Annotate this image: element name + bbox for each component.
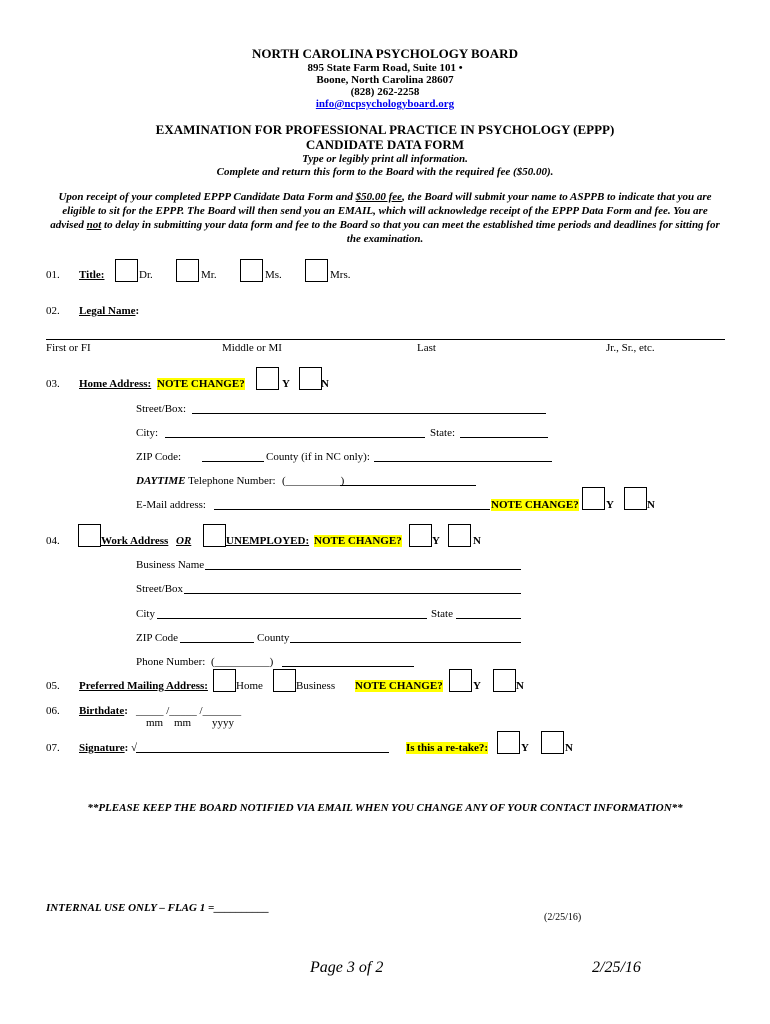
legal-name-field[interactable] <box>46 339 725 340</box>
form-title-line2: CANDIDATE DATA FORM <box>305 137 465 152</box>
mailing-business-label: Business <box>296 680 336 692</box>
board-phone: (828) 262-2258 <box>350 86 420 98</box>
q03-label: Home Address: <box>79 378 152 390</box>
intro-line4: the examination. <box>346 233 424 245</box>
home-zip-field[interactable] <box>202 461 264 462</box>
home-state-field[interactable] <box>460 437 548 438</box>
work-change-yes-label: Y <box>432 535 440 547</box>
retake-no-checkbox[interactable] <box>541 731 564 754</box>
title-mr-label: Mr. <box>201 269 217 281</box>
title-mrs-checkbox[interactable] <box>305 259 328 282</box>
home-phone-area-code: (__________) <box>282 475 345 487</box>
board-email-link[interactable]: info@ncpsychologyboard.org <box>315 98 455 110</box>
work-phone-label: Phone Number: <box>136 656 206 668</box>
retake-question: Is this a re-take?: <box>406 742 488 754</box>
home-zip-label: ZIP Code: <box>136 451 182 463</box>
work-city-field[interactable] <box>157 618 427 619</box>
board-name: NORTH CAROLINA PSYCHOLOGY BOARD <box>252 46 518 61</box>
work-county-label: County <box>257 632 290 644</box>
q05-number: 05. <box>46 680 60 692</box>
q06-number: 06. <box>46 705 60 717</box>
mailing-business-checkbox[interactable] <box>273 669 296 692</box>
home-city-label: City: <box>136 427 159 439</box>
work-phone-area-code: (__________) <box>211 656 274 668</box>
work-street-label: Street/Box <box>136 583 184 595</box>
mailing-change-yes-label: Y <box>473 680 481 692</box>
work-state-label: State <box>431 608 453 620</box>
home-email-label: E-Mail address: <box>136 499 206 511</box>
form-title-line1: EXAMINATION FOR PROFESSIONAL PRACTICE IN PSYCHOLOGY (EPPP) <box>155 122 615 137</box>
q01-number: 01. <box>46 269 60 281</box>
home-county-field[interactable] <box>374 461 552 462</box>
mailing-note-change: NOTE CHANGE? <box>355 680 443 692</box>
home-phone-field[interactable] <box>340 485 476 486</box>
q04-number: 04. <box>46 535 60 547</box>
work-change-yes-checkbox[interactable] <box>409 524 432 547</box>
home-phone-label: DAYTIME Telephone Number: <box>136 475 276 487</box>
title-dr-label: Dr. <box>139 269 153 281</box>
q06-label: Birthdate: <box>79 705 128 717</box>
home-email-field[interactable] <box>214 509 490 510</box>
home-change-yes-label: Y <box>282 378 290 390</box>
work-address-label: Work Address <box>101 535 169 547</box>
work-note-change: NOTE CHANGE? <box>314 535 402 547</box>
intro-line2: eligible to sit for the EPPP. The Board will then send you an EMAIL, which will acknowledge receipt of the EPPP Data Form and fee. You are <box>62 205 708 217</box>
instruction-line2: Complete and return this form to the Board with the required fee ($50.00). <box>216 166 554 178</box>
mailing-home-label: Home <box>236 680 263 692</box>
work-address-checkbox[interactable] <box>78 524 101 547</box>
q05-label: Preferred Mailing Address: <box>79 680 208 692</box>
work-zip-field[interactable] <box>180 642 254 643</box>
unemployed-label: UNEMPLOYED: <box>226 535 310 547</box>
intro-line3: advised not to delay in submitting your data form and fee to the Board so that you can meet the established time periods and deadlines for sitting for <box>50 219 720 231</box>
signature-field[interactable] <box>136 752 389 753</box>
home-street-field[interactable] <box>192 413 546 414</box>
q07-number: 07. <box>46 742 60 754</box>
email-change-no-checkbox[interactable] <box>624 487 647 510</box>
q01-label: Title: <box>79 269 105 281</box>
title-mr-checkbox[interactable] <box>176 259 199 282</box>
home-street-label: Street/Box: <box>136 403 187 415</box>
email-note-change: NOTE CHANGE? <box>491 499 579 511</box>
q02-label: Legal Name: <box>79 305 140 317</box>
mailing-change-no-checkbox[interactable] <box>493 669 516 692</box>
contact-change-notice: **PLEASE KEEP THE BOARD NOTIFIED VIA EMAIL WHEN YOU CHANGE ANY OF YOUR CONTACT INFORMATION** <box>87 802 683 814</box>
last-name-caption: Last <box>417 342 436 354</box>
retake-yes-label: Y <box>521 742 529 754</box>
birthdate-day-caption: mm <box>174 717 192 729</box>
intro-line1: Upon receipt of your completed EPPP Candidate Data Form and $50.00 fee, the Board will submit your name to ASPPB to indicate that you are <box>58 191 712 203</box>
mailing-home-checkbox[interactable] <box>213 669 236 692</box>
work-change-no-checkbox[interactable] <box>448 524 471 547</box>
work-state-field[interactable] <box>456 618 521 619</box>
home-city-field[interactable] <box>165 437 425 438</box>
home-change-no-label: N <box>321 378 329 390</box>
work-street-field[interactable] <box>184 593 521 594</box>
email-change-no-label: N <box>647 499 655 511</box>
work-change-no-label: N <box>473 535 481 547</box>
mailing-change-yes-checkbox[interactable] <box>449 669 472 692</box>
q03-number: 03. <box>46 378 60 390</box>
q07-label: Signature: √ <box>79 742 138 754</box>
title-dr-checkbox[interactable] <box>115 259 138 282</box>
birthdate-month-caption: mm <box>146 717 164 729</box>
birthdate-field[interactable]: _____ /_____ /_______ <box>136 705 242 717</box>
board-address-line1: 895 State Farm Road, Suite 101 • <box>307 62 463 74</box>
home-change-yes-checkbox[interactable] <box>256 367 279 390</box>
home-change-no-checkbox[interactable] <box>299 367 322 390</box>
work-city-label: City <box>136 608 155 620</box>
title-mrs-label: Mrs. <box>330 269 351 281</box>
birthdate-year-caption: yyyy <box>212 717 234 729</box>
page-number: Page 3 of 2 <box>310 959 384 976</box>
work-or-label: OR <box>176 535 192 547</box>
title-ms-checkbox[interactable] <box>240 259 263 282</box>
home-note-change: NOTE CHANGE? <box>157 378 245 390</box>
retake-no-label: N <box>565 742 573 754</box>
work-zip-label: ZIP Code <box>136 632 179 644</box>
unemployed-checkbox[interactable] <box>203 524 226 547</box>
work-county-field[interactable] <box>290 642 521 643</box>
first-name-caption: First or FI <box>46 342 91 354</box>
retake-yes-checkbox[interactable] <box>497 731 520 754</box>
email-change-yes-label: Y <box>606 499 614 511</box>
business-name-field[interactable] <box>205 569 521 570</box>
q02-number: 02. <box>46 305 60 317</box>
email-change-yes-checkbox[interactable] <box>582 487 605 510</box>
mailing-change-no-label: N <box>516 680 524 692</box>
instruction-line1: Type or legibly print all information. <box>302 153 468 165</box>
revision-date: (2/25/16) <box>544 912 582 923</box>
work-phone-field[interactable] <box>282 666 414 667</box>
suffix-caption: Jr., Sr., etc. <box>606 342 655 354</box>
board-address-line2: Boone, North Carolina 28607 <box>316 74 454 86</box>
footer-date: 2/25/16 <box>592 959 641 976</box>
internal-use-flag: INTERNAL USE ONLY – FLAG 1 =__________ <box>46 902 270 914</box>
home-state-label: State: <box>430 427 456 439</box>
middle-name-caption: Middle or MI <box>222 342 282 354</box>
home-county-label: County (if in NC only): <box>266 451 370 463</box>
business-name-label: Business Name <box>136 559 205 571</box>
title-ms-label: Ms. <box>265 269 282 281</box>
